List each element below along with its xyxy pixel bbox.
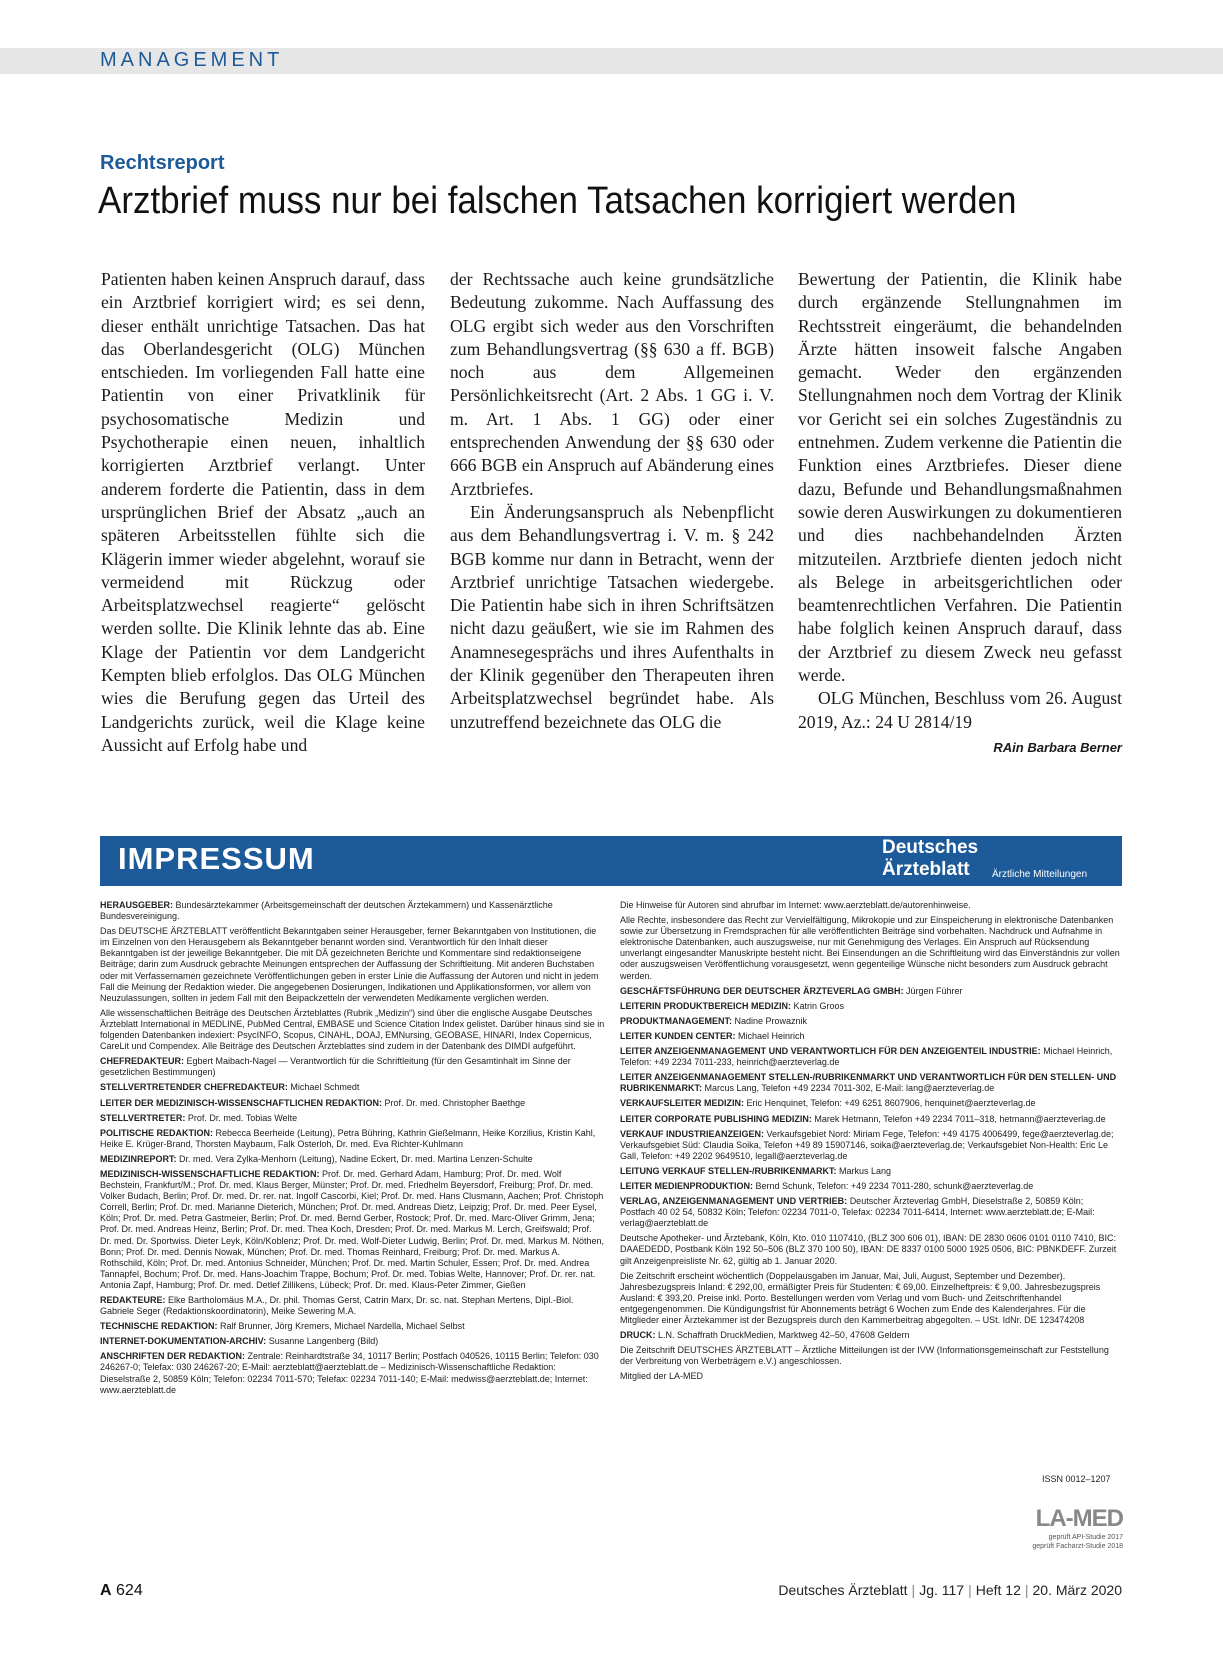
page-number: [100, 1582, 143, 1600]
article-paragraph: Bewertung der Patientin, die Klinik habe durch ergänzende Stellungnahmen im Rechtsstreit eingeräumt, die behandelnden Ärzte hätten insoweit falsche Angaben gemacht. Weder den ergänzenden Stellungnahmen noch dem Vortrag der Klinik vor Gericht sei ein solches Zugeständnis zu entnehmen. Zudem verkenne die Patientin die Funktion eines Arztbriefes. Dieser diene dazu, Befunde und Behandlungsmaßnahmen sowie deren Auswirkungen zu dokumentieren und dies nachbehandelnden Ärzten mitzuteilen. Arztbriefe dienten jedoch nicht als Belege in arbeitsgerichtlichen oder beamtenrechtlichen Verfahren. Die Patientin habe folglich keinen Anspruch darauf, dass der Arztbrief zu diesem Zweck neu gefasst werde.: [798, 269, 1122, 686]
impressum-entry: [620, 1031, 1120, 1042]
impressum-entry: [100, 1351, 605, 1395]
impressum-entry-label: LEITER ANZEIGENMANAGEMENT UND VERANTWORTLICH FÜR DEN ANZEIGENTEIL INDUSTRIE:: [620, 1046, 1041, 1057]
impressum-entry-label: LEITER DER MEDIZINISCH-WISSENSCHAFTLICHEN REDAKTION:: [100, 1097, 382, 1108]
impressum-entry: [620, 1330, 1120, 1341]
issn-number: ISSN 0012–1207: [1042, 1474, 1111, 1484]
section-label: MANAGEMENT: [100, 49, 284, 71]
lamed-logo: LA-MED: [1035, 1505, 1123, 1532]
impressum-entry: [620, 915, 1120, 982]
impressum-entry-text: Prof. Dr. med. Christopher Baethge: [384, 1097, 526, 1108]
impressum-entry: [620, 1371, 1120, 1382]
impressum-entry-text: Katrin Groos: [793, 1000, 845, 1011]
impressum-entry: [620, 1114, 1120, 1125]
impressum-column-right: [620, 900, 1120, 1496]
impressum-entry-label: LEITER KUNDEN CENTER:: [620, 1030, 736, 1041]
impressum-entry: [100, 1154, 605, 1165]
impressum-entry-text: Die Hinweise für Autoren sind abrufbar im Internet: www.aerzteblatt.de/autorenhinweise.: [620, 900, 971, 910]
impressum-entry-text: Deutsche Apotheker- und Ärztebank, Köln, Kto. 010 1107410, (BLZ 300 606 01), IBAN: DE 2830 0606 0101 0110 7410, BIC: DAAEDEDD, Postbank Köln 192 50–506 (BLZ 370 100 50), IBAN: DE 8337 0100 5000 1925 0506, BIC: PBNKDEFF. Zurzeit gilt Anzeigenpreisliste Nr. 62, gültig ab 1. Januar 2020.: [620, 1233, 1117, 1266]
impressum-entry-label: ANSCHRIFTEN DER REDAKTION:: [100, 1351, 245, 1362]
impressum-entry-text: Markus Lang: [839, 1165, 892, 1176]
impressum-entry-label: HERAUSGEBER:: [100, 900, 174, 910]
impressum-entry-text: Die Zeitschrift erscheint wöchentlich (Doppelausgaben im Januar, Mai, Juli, August, September und Dezember). Jahresbezugspreis Inland: € 292,00, ermäßigter Preis für Studenten: € 69,00. Einzelheftpreis: € 9,00. Jahresbezugspreis Ausland: € 393,20. Preise inkl. Porto. Bestellungen werden vom Verlag und vom Buch- und Zeitschriftenhandel entgegengenommen. Die Kündigungsfrist für Abonnements beträgt 6 Wochen zum Ende des Kalenderjahres. Für die Mitglieder einer Ärztekammer ist der Bezugspreis durch den Kammerbeitrag abgegolten. – USt. IdNr. DE 123474208: [620, 1270, 1101, 1325]
impressum-entry-label: PRODUKTMANAGEMENT:: [620, 1015, 732, 1026]
impressum-entry-label: VERLAG, ANZEIGENMANAGEMENT UND VERTRIEB:: [620, 1196, 848, 1207]
page-letter: A: [100, 1582, 112, 1599]
article-paragraph: Ein Änderungsanspruch als Nebenpflicht aus dem Behandlungsvertrag i. V. m. § 242 BGB komme nur dann in Betracht, wenn der Arztbrief unrichtige Tatsachen wiedergebe. Die Patientin habe sich in ihren Schriftsätzen nicht dazu geäußert, wie sie im Rahmen des Anamnesegesprächs und ihres Aufenthalts in der Klinik gegenüber den Therapeuten ihren Arbeitsplatzwechsel begründet habe. Als unzutreffend bezeichnete das OLG die: [450, 501, 774, 732]
impressum-entry-text: Das DEUTSCHE ÄRZTEBLATT veröffentlicht Bekanntgaben seiner Herausgeber, ferner Bekanntgaben von Institutionen, die im Einzelnen von den Herausgebern als Bekanntgeber benannt worden sind. Verantwortlich für den Inhalt dieser Bekanntgaben ist der jeweilige Bekanntgeber. Die mit DÄ gezeichneten Berichte und Kommentare sind redaktionseigene Beiträge; darin zum Ausdruck gebrachte Meinungen entsprechen der Auffassung der Schriftleitung. Mit anderen Buchstaben oder mit Verfassernamen gezeichnete Veröffentlichungen geben in erster Linie die Auffassung der Autoren und nicht in jedem Fall die Meinung der Redaktion wieder. Die angegebenen Dosierungen, Indikationen und Applikationsformen, vor allem von Neuzulassungen, sollten in jedem Fall mit den Beipackzetteln der verwendeten Medikamente verglichen werden.: [100, 926, 599, 1003]
impressum-entry: [620, 1016, 1120, 1027]
impressum-entry-label: TECHNISCHE REDAKTION:: [100, 1321, 218, 1332]
impressum-entry-text: Alle wissenschaftlichen Beiträge des Deutschen Ärzteblattes (Rubrik „Medizin“) sind über die englische Ausgabe Deutsches Ärzteblatt International in MEDLINE, PubMed Central, EMBASE und Science Citation Index gelistet. Darüber hinaus sind sie in folgenden Datenbanken indexiert: PsycINFO, Scopus, CINAHL, DOAJ, EMNursing, GEOBASE, HINARI, Index Copernicus, CareLit und Compendex. Alle Beiträge des Deutschen Ärzteblattes sind zudem in der Datenbank des DIMDI aufgeführt.: [100, 1007, 605, 1052]
article-column-2: [450, 268, 774, 734]
impressum-entry-text: L.N. Schaffrath DruckMedien, Marktweg 42–50, 47608 Geldern: [658, 1330, 910, 1341]
impressum-entry: [620, 1181, 1120, 1192]
impressum-entry-label: CHEFREDAKTEUR:: [100, 1056, 184, 1067]
article-paragraph: Patienten haben keinen Anspruch darauf, dass ein Arztbrief korrigiert wird; es sei denn, dieser enthält unrichtige Tatsachen. Das hat das Oberlandesgericht (OLG) München entschieden. Im vorliegenden Fall hatte eine Patientin von einer Privatklinik für psychosomatische Medizin und Psychotherapie einen neuen, inhaltlich korrigierten Arztbrief verlangt. Unter anderem forderte die Patientin, dass in dem ursprünglichen Brief der Absatz „auch an späteren Arbeitsstellen fühlte sich die Klägerin immer wieder abgelehnt, worauf sie vermeidend mit Rückzug oder Arbeitsplatzwechsel reagierte“ gelöscht werden sollte. Die Klinik lehnte das ab. Eine Klage der Patientin vor dem Landgericht Kempten blieb erfolglos. Das OLG München wies die Berufung gegen das Urteil des Landgerichts zurück, weil die Klage keine Aussicht auf Erfolg habe und: [101, 269, 425, 755]
impressum-entry-text: Rebecca Beerheide (Leitung), Petra Bühring, Kathrin Gießelmann, Heike Korzilius, Kristin Kahl, Heike E. Krüger-Brand, Thorsten Maybaum, Falk Osterloh, Dr. med. Eva Richter-Kuhlmann: [100, 1127, 596, 1149]
impressum-entry-label: MEDIZINREPORT:: [100, 1153, 177, 1164]
impressum-column-left: [100, 900, 605, 1540]
impressum-entry-label: REDAKTEURE:: [100, 1295, 166, 1305]
impressum-entry: [100, 900, 605, 922]
impressum-entry: [100, 1336, 605, 1347]
footer-citation: Deutsches Ärzteblatt | Jg. 117 | Heft 12 | 20. März 2020: [778, 1582, 1122, 1598]
impressum-entry: [620, 1271, 1120, 1326]
impressum-entry: [620, 1098, 1120, 1109]
footer-journal: Deutsches Ärzteblatt: [778, 1582, 908, 1598]
impressum-entry-text: Deutscher Ärzteverlag GmbH, Dieselstraße 2, 50859 Köln; Postfach 40 02 54, 50832 Köln; Telefon: 02234 7011-0, Telefax: 02234 7011-6414, Internet: www.aerzteblatt.de; E-Mail: verlag@aerzteblatt.de: [620, 1196, 1095, 1229]
impressum-entry: [620, 1129, 1120, 1162]
impressum-entry-text: Bernd Schunk, Telefon: +49 2234 7011-280, schunk@aerzteverlag.de: [755, 1180, 1034, 1191]
impressum-entry-text: Bundesärztekammer (Arbeitsgemeinschaft der deutschen Ärztekammern) und Kassenärztliche Bundesvereinigung.: [100, 900, 553, 922]
impressum-entry-text: Mitglied der LA-MED: [620, 1371, 704, 1382]
impressum-title: IMPRESSUM: [118, 841, 315, 876]
impressum-entry-text: Elke Bartholomäus M.A., Dr. phil. Thomas Gerst, Catrin Marx, Dr. sc. nat. Stephan Mertens, Dipl.-Biol. Gabriele Seger (Redaktionskoordinatorin), Meike Sewering M.A.: [100, 1295, 574, 1317]
lamed-badge: [1005, 1505, 1123, 1551]
impressum-entry: [100, 1321, 605, 1332]
impressum-entry-text: Michael Heinrich: [738, 1030, 805, 1041]
impressum-entry-label: VERKAUF INDUSTRIEANZEIGEN:: [620, 1128, 765, 1139]
impressum-entry: [620, 1345, 1120, 1367]
impressum-entry-text: Marcus Lang, Telefon +49 2234 7011-302, E-Mail: lang@aerzteverlag.de: [704, 1083, 995, 1094]
impressum-entry-text: Michael Heinrich, Telefon: +49 2234 7011-233, heinrich@aerzteverlag.de: [620, 1046, 1113, 1068]
impressum-entry-label: LEITERIN PRODUKTBEREICH MEDIZIN:: [620, 1000, 791, 1011]
impressum-entry: [620, 1046, 1120, 1068]
impressum-entry-label: LEITER CORPORATE PUBLISHING MEDIZIN:: [620, 1113, 812, 1124]
impressum-entry-label: INTERNET-DOKUMENTATION-ARCHIV:: [100, 1336, 267, 1347]
impressum-entry: [100, 1128, 605, 1150]
impressum-entry: [620, 900, 1120, 911]
impressum-entry: [100, 926, 605, 1004]
impressum-entry-text: Prof. Dr. med. Tobias Welte: [187, 1112, 298, 1123]
impressum-entry-label: STELLVERTRETER:: [100, 1112, 186, 1123]
impressum-entry-text: Die Zeitschrift DEUTSCHES ÄRZTEBLATT – Ärztliche Mitteilungen ist der IVW (Informationsgemeinschaft zur Feststellung der Verbreitung von Werbeträgern e.V.) angeschlossen.: [620, 1345, 1109, 1367]
impressum-entry-label: VERKAUFSLEITER MEDIZIN:: [620, 1098, 745, 1109]
impressum-entry-text: Michael Schmedt: [290, 1082, 360, 1093]
impressum-entry-label: LEITER ANZEIGENMANAGEMENT STELLEN-/RUBRIKENMARKT UND VERANTWORTLICH FÜR DEN STELLEN- UND RUBRIKENMARKT:: [620, 1072, 1117, 1094]
impressum-entry: [620, 1196, 1120, 1229]
article-citation: OLG München, Beschluss vom 26. August 2019, Az.: 24 U 2814/19: [798, 688, 1122, 732]
impressum-entry-label: MEDIZINISCH-WISSENSCHAFTLICHE REDAKTION:: [100, 1168, 320, 1179]
impressum-entry: [620, 1166, 1120, 1177]
impressum-entry: [100, 1113, 605, 1124]
impressum-entry-label: STELLVERTRETENDER CHEFREDAKTEUR:: [100, 1082, 288, 1093]
impressum-entry: [100, 1169, 605, 1291]
impressum-entry-text: Alle Rechte, insbesondere das Recht zur Vervielfältigung, Mikrokopie und zur Einspeicherung in elektronische Datenbanken sowie zur Übersetzung in Fremdsprachen für alle veröffentlichten Beiträge sind vorbehalten. Nachdruck und Aufnahme in elektronische Datenbanken, auch auszugsweise, nur mit Genehmigung des Verlages. Ein Anspruch auf Rücksendung unverlangt eingesandter Manuskripte besteht nicht. Bei Einsendungen an die Schriftleitung wird das Einverständnis zur vollen oder auszugsweisen Veröffentlichung vorausgesetzt, wenn gegenteilige Wünsche nicht besonders zum Ausdruck gebracht werden.: [620, 915, 1120, 981]
impressum-entry: [620, 1072, 1120, 1094]
journal-logo-subtitle: Ärztliche Mitteilungen: [992, 869, 1088, 880]
impressum-entry-text: Eric Henquinet, Telefon: +49 6251 8607906, henquinet@aerzteverlag.de: [746, 1098, 1036, 1109]
impressum-entry: [100, 1008, 605, 1052]
footer-date: 20. März 2020: [1032, 1582, 1122, 1598]
article-kicker: Rechtsreport: [100, 152, 225, 174]
impressum-entry-text: Egbert Maibach-Nagel — Verantwortlich für die Schriftleitung (für den Gesamtinhalt im Sinne der gesetzlichen Bestimmungen): [100, 1056, 571, 1078]
impressum-entry: [620, 1001, 1120, 1012]
impressum-entry-text: Jürgen Führer: [906, 985, 963, 996]
page-number-value: 624: [116, 1582, 143, 1599]
footer-issue: Heft 12: [975, 1582, 1021, 1598]
impressum-entry-text: Dr. med. Vera Zylka-Menhorn (Leitung), Nadine Eckert, Dr. med. Martina Lenzen-Schulte: [179, 1153, 533, 1164]
impressum-entry-text: Prof. Dr. med. Gerhard Adam, Hamburg; Prof. Dr. med. Wolf Bechstein, Frankfurt/M.; Prof. Dr. med. Klaus Berger, Münster; Prof. Dr. med. Friedhelm Beyersdorf, Freiburg; Prof. Dr. med. Volker Budach, Berlin; Prof. Dr. med. Dr. rer. nat. Ingolf Cascorbi, Kiel; Prof. Dr. med. Hans Clusmann, Aachen; Prof. Christoph Correll, Berlin; Prof. Dr. med. Marianne Dieterich, München; Prof. Dr. med. Andreas Dietz, Leipzig; Prof. Dr. med. Peer Eysel, Köln; Prof. Dr. med. Petra Gastmeier, Berlin; Prof. Dr. med. Bernd Gerber, Rostock; Prof. Dr. med. Marc-Oliver Grimm, Jena; Prof. Dr. med. Andreas Heinz, Berlin; Prof. Dr. med. Thea Koch, Dresden; Prof. Dr. med. Markus M. Lerch, Greifswald; Prof. Dr. med. Dr. Sportwiss. Dieter Leyk, Köln/Koblenz; Prof. Dr. med. Wolf-Dieter Ludwig, Berlin; Prof. Dr. med. Markus M. Nöthen, Bonn; Prof. Dr. med. Dennis Nowak, München; Prof. Dr. med. Thomas Reinhard, Freiburg; Prof. Dr. med. Markus A. Rothschild, Köln; Prof. Dr. med. Antonius Schneider, München; Prof. Dr. med. Martin Schuler, Essen; Prof. Dr. med. Andrea Tannapfel, Bochum; Prof. Dr. med. Hans-Joachim Trappe, Bochum; Prof. Dr. med. Tobias Welte, Hannover; Prof. Dr. rer. nat. Antonia Zapf, Hamburg; Prof. Dr. med. Detlef Zillikens, Lübeck; Prof. Dr. med. Klaus-Peter Zimmer, Gießen: [100, 1168, 605, 1290]
impressum-entry: [100, 1295, 605, 1317]
article-column-3: [798, 268, 1122, 734]
article-paragraph: der Rechtssache auch keine grundsätzliche Bedeutung zukomme. Nach Auffassung des OLG ergibt sich weder aus den Vorschriften zum Behandlungsvertrag (§§ 630 a ff. BGB) noch aus dem Allgemeinen Persönlichkeitsrecht (Art. 2 Abs. 1 GG i. V. m. Art. 1 Abs. 1 GG) oder einer entsprechenden Anwendung der §§ 630 oder 666 BGB ein Anspruch auf Abänderung eines Arztbriefes.: [450, 269, 774, 499]
impressum-entry-text: Verkaufsgebiet Nord: Miriam Fege, Telefon: +49 4175 4006499, fege@aerzteverlag.de; Verkaufsgebiet Süd: Claudia Soika, Telefon +49 89 15907146, soika@aerzteverlag.de; Verkaufsgebiet Non-Health: Eric Le Gall, Telefon: +49 2202 9649510, legall@aerzteverlag.de: [620, 1128, 1114, 1161]
journal-logo-line2: Ärzteblatt: [882, 859, 970, 880]
impressum-entry-text: Marek Hetmann, Telefon +49 2234 7011–318, hetmann@aerzteverlag.de: [814, 1113, 1106, 1124]
lamed-note: geprüft Facharzt-Studie 2018: [1032, 1543, 1123, 1550]
article-column-1: [101, 268, 425, 757]
impressum-entry: [620, 1233, 1120, 1266]
article-author: RAin Barbara Berner: [993, 740, 1122, 755]
impressum-entry-label: GESCHÄFTSFÜHRUNG DER DEUTSCHER ÄRZTEVERLAG GMBH:: [620, 985, 904, 996]
impressum-entry-label: LEITUNG VERKAUF STELLEN-/RUBRIKENMARKT:: [620, 1165, 837, 1176]
impressum-entry-text: Ralf Brunner, Jörg Kremers, Michael Nardella, Michael Selbst: [220, 1321, 465, 1332]
impressum-entry: [100, 1082, 605, 1093]
impressum-entry-label: POLITISCHE REDAKTION:: [100, 1127, 214, 1138]
impressum-entry-label: LEITER MEDIENPRODUKTION:: [620, 1180, 754, 1191]
impressum-entry-text: Zentrale: Reinhardtstraße 34, 10117 Berlin; Postfach 040526, 10115 Berlin; Telefon: 030 246267-0; Telefax: 030 246267-20; E-Mail: aerzteblatt@aerzteblatt.de – Medizinisch-Wissenschaftliche Redaktion: Dieselstraße 2, 50859 Köln; Telefon: 02234 7011-570; Telefax: 02234 7011-140; E-Mail: medwiss@aerzteblatt.de; Internet: www.aerzteblatt.de: [100, 1351, 599, 1395]
lamed-note: geprüft API-Studie 2017: [1048, 1534, 1123, 1541]
impressum-entry-text: Nadine Prowaznik: [734, 1015, 808, 1026]
impressum-entry: [100, 1056, 605, 1078]
impressum-entry: [100, 1098, 605, 1109]
footer-volume: Jg. 117: [919, 1582, 965, 1598]
impressum-entry-label: DRUCK:: [620, 1330, 656, 1341]
impressum-entry: [620, 986, 1120, 997]
impressum-entry-text: Susanne Langenberg (Bild): [268, 1336, 379, 1347]
journal-logo-line1: Deutsches: [882, 837, 979, 858]
article-title: Arztbrief muss nur bei falschen Tatsachen korrigiert werden: [98, 180, 1017, 222]
